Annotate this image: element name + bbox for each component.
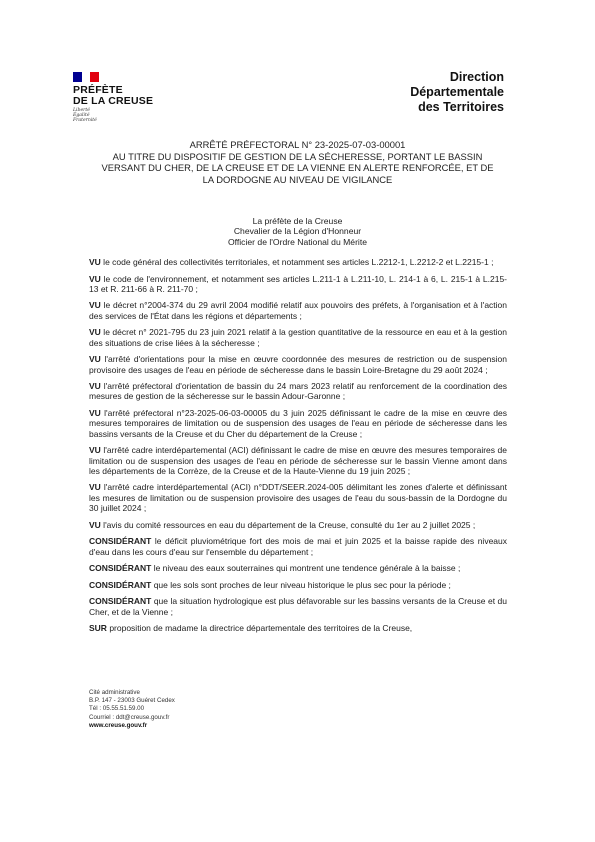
paragraph-text: le code général des collectivités territoriales, et notamment ses articles L.2212-1, L.2212-2 et L.2215-1 ; — [100, 257, 494, 267]
paragraph-text: le décret n° 2021-795 du 23 juin 2021 relatif à la gestion quantitative de la ressource en eau et à la gestion des situations de crise liées à la sécheresse ; — [89, 327, 507, 348]
decree-title — [100, 139, 495, 185]
paragraph-text: l'avis du comité ressources en eau du département de la Creuse, consulté du 1er au 2 juillet 2025 ; — [100, 519, 476, 530]
paragraph-keyword: VU — [89, 257, 101, 267]
issuing-department — [410, 70, 504, 115]
preamble-paragraph — [89, 623, 507, 633]
dept-line-2: Départementale — [410, 85, 504, 99]
preamble-paragraph — [89, 257, 507, 267]
paragraph-text: l'arrêté préfectoral d'orientation de bassin du 24 mars 2023 relatif au renforcement de la coordination des mesures de gestion de la sécheresse sur le bassin Adour-Garonne ; — [89, 381, 507, 402]
paragraph-text: l'arrêté cadre interdépartemental (ACI) n°DDT/SEER.2024-005 délimitant les zones d'alerte et définissant les mesures de limitation ou de suspension provisoire des usages de l'eau du sous-bassin de la Dordogne du 30 juillet 2024 ; — [89, 482, 507, 514]
flag-white-band — [82, 72, 91, 82]
paragraph-keyword: VU — [89, 300, 101, 311]
paragraph-text: l'arrêté cadre interdépartemental (ACI) définissant le cadre de mise en œuvre des mesures temporaires de limitation ou de suspension des usages de l'eau en période de sécheresse sur le bassin Vienne amont dans les départements de la Corrèze, de la Creuse et de la Haute-Vienne du 19 juin 2025 ; — [89, 445, 507, 476]
preamble-paragraph — [89, 482, 507, 513]
decree-preamble — [89, 257, 507, 640]
paragraph-keyword: VU — [89, 482, 101, 493]
paragraph-text: que la situation hydrologique est plus défavorable sur les bassins versants de la Creuse et du Cher, et de la Vienne ; — [89, 596, 507, 617]
paragraph-keyword: VU — [89, 354, 101, 365]
paragraph-text: l'arrêté d'orientations pour la mise en œuvre coordonnée des mesures de restriction ou de suspension provisoire des usages de l'eau en période de sécheresse dans le bassin Loire-Bretagne du 29 août 2024 ; — [89, 354, 507, 375]
dept-line-3: des Territoires — [418, 100, 504, 114]
footer-address-1: Cité administrative — [89, 689, 140, 696]
footer-address-2: B.P. 147 - 23003 Guéret Cedex — [89, 697, 175, 705]
title-line-3: VERSANT DU CHER, DE LA CREUSE ET DE LA VIENNE EN ALERTE RENFORCÉE, ET DE — [101, 162, 494, 174]
paragraph-keyword: VU — [89, 327, 101, 338]
paragraph-text: le déficit pluviométrique fort des mois de mai et juin 2025 et la baisse rapide des niveaux d'eau dans les cours d'eau sur l'ensemble du département ; — [89, 536, 507, 557]
preamble-paragraph — [89, 327, 507, 348]
preamble-paragraph — [89, 445, 507, 476]
paragraph-keyword: CONSIDÉRANT — [89, 579, 152, 590]
paragraph-keyword: CONSIDÉRANT — [89, 536, 152, 547]
footer-phone: Tél : 05.55.51.59.00 — [89, 705, 145, 713]
title-line-1: ARRÊTÉ PRÉFECTORAL N° 23-2025-07-03-00001 — [189, 139, 406, 150]
paragraph-keyword: CONSIDÉRANT — [89, 563, 152, 574]
paragraph-text: le niveau des eaux souterraines qui montrent une tendence générale à la baisse ; — [151, 563, 461, 574]
authority-block — [190, 216, 405, 247]
paragraph-text: que les sols sont proches de leur niveau historique le plus sec pour la période ; — [151, 579, 451, 590]
motto-egalite: Égalité — [73, 113, 90, 119]
motto-fraternite: Fraternité — [73, 118, 97, 124]
flag-blue-band — [73, 72, 82, 82]
paragraph-text: proposition de madame la directrice départementale des territoires de la Creuse, — [106, 623, 413, 634]
republic-motto — [73, 108, 97, 124]
title-line-4: LA DORDOGNE AU NIVEAU DE VIGILANCE — [202, 173, 393, 185]
paragraph-keyword: VU — [89, 519, 101, 530]
preamble-paragraph — [89, 354, 507, 375]
dept-line-1: Direction — [449, 70, 504, 84]
footer-website-link[interactable]: www.creuse.gouv.fr — [89, 721, 148, 729]
preamble-paragraph — [89, 520, 507, 530]
paragraph-keyword: CONSIDÉRANT — [89, 596, 152, 607]
logo-line-creuse: DE LA CREUSE — [73, 95, 154, 107]
preamble-paragraph — [89, 300, 507, 321]
paragraph-keyword: VU — [89, 381, 101, 392]
preamble-paragraph — [89, 580, 507, 590]
preamble-paragraph — [89, 596, 507, 617]
motto-liberte: Liberté — [73, 108, 90, 113]
preamble-paragraph — [89, 381, 507, 402]
paragraph-text: le code de l'environnement, et notamment ses articles L.211-1 à L.211-10, L. 214-1 à 6, L. 215-1 à L.215-13 et R. 211-66 à R. 211-70 ; — [89, 273, 507, 294]
footer-email: Courriel : ddt@creuse.gouv.fr — [89, 713, 170, 721]
preamble-paragraph — [89, 408, 507, 439]
footer-contact — [89, 689, 175, 730]
paragraph-text: le décret n°2004-374 du 29 avril 2004 modifié relatif aux pouvoirs des préfets, à l'organisation et à l'action des services de l'État dans les régions et départements ; — [89, 300, 507, 321]
logo-line-prefete: PRÉFÈTE — [73, 84, 123, 96]
title-line-2: AU TITRE DU DISPOSITIF DE GESTION DE LA SÉCHERESSE, PORTANT LE BASSIN — [112, 150, 483, 162]
paragraph-keyword: VU — [89, 445, 101, 456]
paragraph-keyword: VU — [89, 408, 101, 419]
preamble-paragraph — [89, 563, 507, 573]
flag-red-band — [90, 72, 99, 82]
authority-line-1: La préfète de la Creuse — [252, 216, 343, 226]
paragraph-text: l'arrêté préfectoral n°23-2025-06-03-00005 du 3 juin 2025 définissant le cadre de la mise en œuvre des mesures temporaires de limitation ou de suspension des usages de l'eau en période de sécheresse dans les bassins versants de la Creuse et du Cher du département de la Creuse ; — [89, 408, 507, 439]
authority-line-3: Officier de l'Ordre National du Mérite — [227, 236, 368, 247]
prefecture-logo-text — [73, 85, 153, 107]
marianne-logo-flag — [73, 72, 99, 82]
authority-line-2: Chevalier de la Légion d'Honneur — [233, 226, 362, 237]
preamble-paragraph — [89, 536, 507, 557]
preamble-paragraph — [89, 274, 507, 295]
paragraph-keyword: SUR — [89, 623, 107, 634]
paragraph-keyword: VU — [89, 273, 101, 284]
